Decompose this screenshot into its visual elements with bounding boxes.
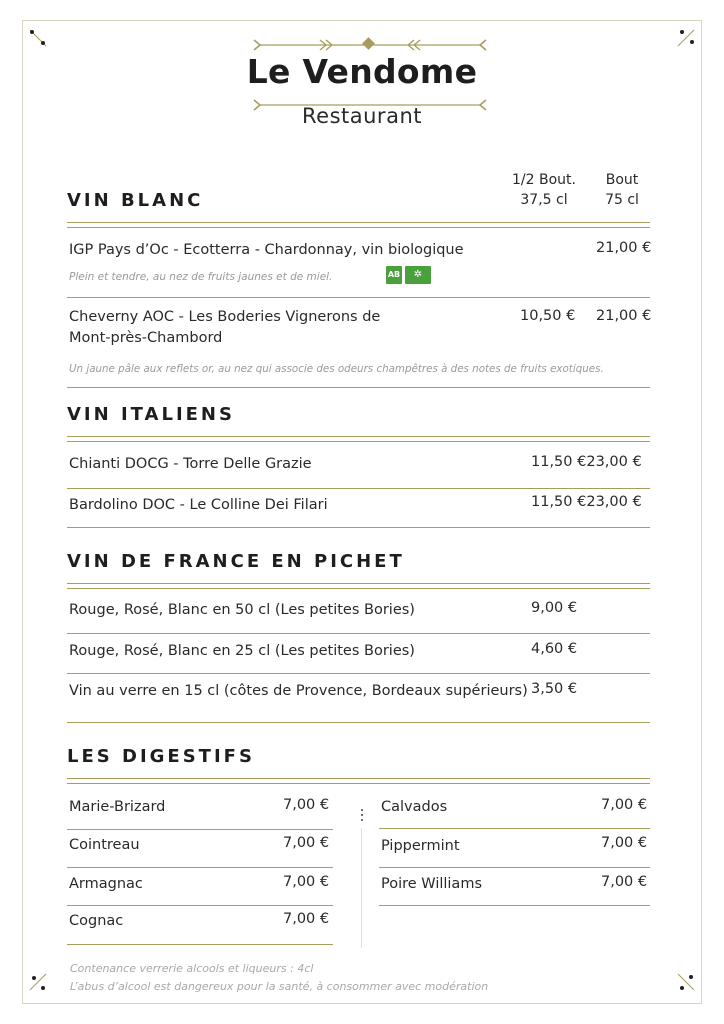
pichet-price: 9,00 € [531,600,578,616]
section-title-vin-italiens: VIN ITALIENS [67,404,235,425]
pichet-name: Rouge, Rosé, Blanc en 25 cl (Les petites Bories) [69,643,415,659]
row-divider [379,867,650,868]
column-separator-dots [360,808,364,828]
digestif-price: 7,00 € [601,797,648,813]
corner-ornament-top-right [676,28,696,48]
wine-description: Un jaune pâle aux reflets or, au nez qui associe des odeurs champêtres à des notes de fruits exotiques. [69,363,604,375]
section-divider [67,778,650,784]
row-divider [67,722,650,723]
wine-name-line-2: Mont-près-Chambord [69,330,223,346]
column-header-bottle [594,170,650,210]
row-divider [67,905,333,906]
column-header-full-volume: 75 cl [605,192,639,208]
restaurant-subtitle: Restaurant [302,104,422,128]
row-divider [67,387,650,388]
digestif-price: 7,00 € [283,797,330,813]
digestif-name: Pippermint [381,838,460,854]
price-bottle: 21,00 € [596,308,652,324]
row-divider [379,905,650,906]
row-divider [67,867,333,868]
pichet-price: 3,50 € [531,681,578,697]
price-bottle: 21,00 € [596,240,652,256]
section-divider [67,583,650,589]
section-divider [67,222,650,228]
corner-ornament-bottom-right [676,972,696,992]
digestif-price: 7,00 € [283,874,330,890]
row-divider [379,828,650,829]
digestif-name: Calvados [381,799,448,815]
wine-name: Bardolino DOC - Le Colline Dei Filari [69,497,328,513]
restaurant-name: Le Vendome [246,52,478,91]
digestif-name: Poire Williams [381,876,482,892]
wine-prices: 11,50 €23,00 € [531,454,642,470]
digestif-name: Cointreau [69,837,140,853]
pichet-name: Vin au verre en 15 cl (côtes de Provence, Bordeaux supérieurs) [69,683,528,699]
column-header-full-label: Bout [605,172,639,188]
organic-labels [386,266,431,284]
corner-ornament-bottom-left [28,972,48,992]
row-divider [67,829,333,830]
digestif-price: 7,00 € [601,874,648,890]
wine-description: Plein et tendre, au nez de fruits jaunes et de miel. [69,271,333,283]
footer-capacity-note: Contenance verrerie alcools et liqueurs : 4cl [70,962,314,975]
digestif-price: 7,00 € [283,911,330,927]
column-separator-line [361,828,362,948]
column-header-half-bottle [504,170,584,210]
ab-organic-icon: AB [386,266,402,284]
price-half-bottle: 10,50 € [520,308,576,324]
digestif-name: Marie-Brizard [69,799,166,815]
wine-name: IGP Pays d’Oc - Ecotterra - Chardonnay, vin biologique [69,242,464,258]
section-divider [67,436,650,442]
eu-organic-leaf-icon: ✲ [405,266,431,284]
row-divider [67,297,650,298]
row-divider [67,673,650,674]
corner-ornament-top-left [28,28,48,48]
row-divider [67,488,650,489]
row-divider [67,633,650,634]
section-title-digestifs: LES DIGESTIFS [67,746,255,767]
row-divider [67,527,650,528]
pichet-price: 4,60 € [531,641,578,657]
section-title-vin-blanc: VIN BLANC [67,190,204,211]
wine-name-line-1: Cheverny AOC - Les Boderies Vignerons de [69,309,381,325]
digestif-name: Cognac [69,913,124,929]
row-divider [67,944,333,945]
column-header-half-volume: 37,5 cl [520,192,568,208]
digestif-name: Armagnac [69,876,143,892]
digestif-price: 7,00 € [601,835,648,851]
section-title-pichet: VIN DE FRANCE EN PICHET [67,551,405,572]
pichet-name: Rouge, Rosé, Blanc en 50 cl (Les petites Bories) [69,602,415,618]
wine-name: Chianti DOCG - Torre Delle Grazie [69,456,312,472]
digestif-price: 7,00 € [283,835,330,851]
column-header-half-label: 1/2 Bout. [512,172,576,188]
wine-prices: 11,50 €23,00 € [531,494,642,510]
footer-alcohol-warning: L’abus d’alcool est dangereux pour la santé, à consommer avec modération [70,980,489,993]
